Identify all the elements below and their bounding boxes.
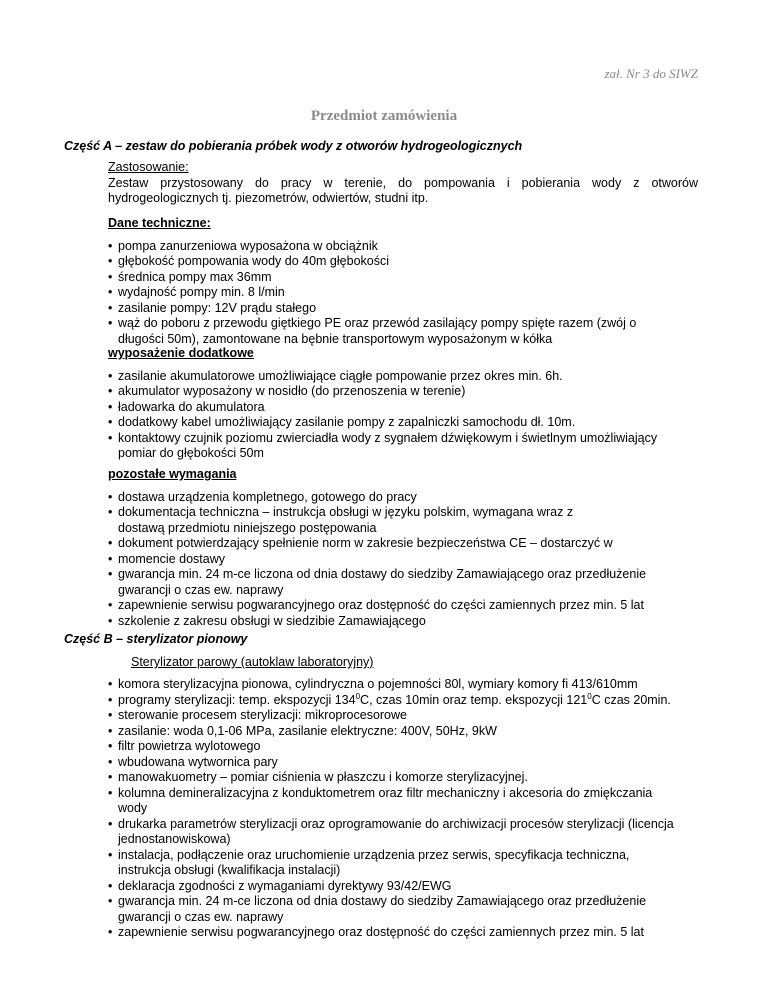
list-item: • wąż do poboru z przewodu giętkiego PE oraz przewód zasilający pompy spięte razem (zwój o długości 50m), zamontowane na bębnie transportowym wyposażonym w kółka xyxy=(108,316,637,346)
bullet-icon: • xyxy=(108,285,113,299)
bullet-icon: • xyxy=(108,300,113,315)
list-item: • zasilanie pompy: 12V prądu stałego xyxy=(108,300,317,315)
list-item: • komora sterylizacyjna pionowa, cylindryczna o pojemności 80l, wymiary komory fi 413/610mm xyxy=(108,677,638,691)
list-item: • deklaracja zgodności z wymaganiami dyrektywy 93/42/EWG xyxy=(108,878,452,893)
part-b-list-wrap xyxy=(108,677,698,941)
list-item: • wbudowana wytwornica pary xyxy=(108,754,278,769)
part-a-other xyxy=(108,467,698,629)
list-item: • zasilanie akumulatorowe umożliwiające ciągłe pompowanie przez okres min. 6h. xyxy=(108,368,563,383)
attachment-label: zał. Nr 3 do SIWZ xyxy=(604,66,698,81)
equipment-label: wyposażenie dodatkowe xyxy=(108,346,254,360)
bullet-icon: • xyxy=(108,677,113,691)
list-item: • momencie dostawy xyxy=(108,551,225,566)
list-item: • zasilanie: woda 0,1-06 MPa, zasilanie elektryczne: 400V, 50Hz, 9kW xyxy=(108,723,497,738)
other-label: pozostałe wymagania xyxy=(108,467,237,481)
list-item: • głębokość pompowania wody do 40m głębokości xyxy=(108,254,389,268)
part-b-heading: Część B – sterylizator pionowy xyxy=(64,632,248,646)
list-item: • ładowarka do akumulatora xyxy=(108,399,265,414)
bullet-icon: • xyxy=(108,399,113,414)
application-label: Zastosowanie: xyxy=(108,160,189,174)
list-item: • kolumna demineralizacyjna z konduktometrem oraz filtr mechaniczny i akcesoria do zmiękczania wody xyxy=(108,785,653,815)
list-item: • pompa zanurzeniowa wyposażona w obciążnik xyxy=(108,238,378,253)
list-item: • programy sterylizacji: temp. ekspozycji $134^0C$, czas 10min oraz temp. ekspozycji $121^0C$ czas 20min. xyxy=(108,691,671,707)
list-item: • manowakuometry – pomiar ciśnienia w płaszczu i komorze sterylizacyjnej. xyxy=(108,770,528,784)
list-item: • filtr powietrza wylotowego xyxy=(108,739,261,753)
bullet-icon: • xyxy=(108,415,113,429)
list-item: • dostawa urządzenia kompletnego, gotowego do pracy xyxy=(108,489,417,504)
bullet-icon: • xyxy=(108,269,113,284)
list-item: • sterowanie procesem sterylizacji: mikroprocesorowe xyxy=(108,708,407,722)
bullet-icon: • xyxy=(108,598,113,612)
list-item: • gwarancja min. 24 m-ce liczona od dnia dostawy do siedziby Zamawiającego oraz przedłużenie gwarancji o czas ew. naprawy xyxy=(108,567,647,597)
part-a-application xyxy=(108,160,698,207)
part-a-heading: Część A – zestaw do pobierania próbek wody z otworów hydrogeologicznych xyxy=(64,139,523,153)
bullet-icon: • xyxy=(108,723,113,738)
list-item: • akumulator wyposażony w nosidło (do przenoszenia w terenie) xyxy=(108,384,466,398)
bullet-icon: • xyxy=(108,894,113,908)
bullet-icon: • xyxy=(108,430,113,445)
bullet-icon: • xyxy=(108,567,113,581)
bullet-icon: • xyxy=(108,770,113,784)
list-item: • zapewnienie serwisu pogwarancyjnego oraz dostępność do części zamiennych przez min. 5 lat xyxy=(108,925,644,939)
list-item: • wydajność pompy min. 8 l/min xyxy=(108,285,285,299)
bullet-icon: • xyxy=(108,878,113,893)
part-b-list xyxy=(98,677,698,941)
bullet-icon: • xyxy=(108,692,113,707)
bullet-icon: • xyxy=(108,925,113,939)
bullet-icon: • xyxy=(108,816,113,831)
bullet-icon: • xyxy=(108,754,113,769)
bullet-icon: • xyxy=(108,785,113,800)
equipment-list xyxy=(98,369,698,462)
bullet-icon: • xyxy=(108,739,113,753)
list-item: • kontaktowy czujnik poziomu zwierciadła wody z sygnałem dźwiękowym i świetlnym umożliwiający pomiar do głębokości 50m xyxy=(108,430,658,460)
list-item: • drukarka parametrów sterylizacji oraz oprogramowanie do archiwizacji procesów sterylizacji (licencja jednostanowiskowa) xyxy=(108,816,674,846)
list-item: • szkolenie z zakresu obsługi w siedzibie Zamawiającego xyxy=(108,613,426,628)
part-b-subtitle: Sterylizator parowy (autoklaw laboratoryjny) xyxy=(131,655,374,669)
bullet-icon: • xyxy=(108,368,113,383)
list-item: • gwarancja min. 24 m-ce liczona od dnia dostawy do siedziby Zamawiającego oraz przedłużenie gwarancji o czas ew. naprawy xyxy=(108,894,647,924)
list-item: • dokumentacja techniczna – instrukcja obsługi w języku polskim, wymagana wraz z dostawą przedmiotu niniejszego postępowania xyxy=(108,505,574,535)
bullet-icon: • xyxy=(108,254,113,268)
bullet-icon: • xyxy=(108,384,113,398)
list-item: • instalacja, podłączenie oraz uruchomienie urządzenia przez serwis, specyfikacja techniczna, instrukcja obsługi (kwalifikacja instalacji) xyxy=(108,847,630,877)
bullet-icon: • xyxy=(108,847,113,862)
application-text: Zestaw przystosowany do pracy w terenie, do pompowania i pobierania wody z otworów hydrogeologicznych tj. piezometrów, odwiertów, studni itp. xyxy=(108,175,698,205)
page-title: Przedmiot zamówienia xyxy=(310,108,458,124)
list-item: • dodatkowy kabel umożliwiający zasilanie pompy z zapalniczki samochodu dł. 10m. xyxy=(108,415,576,429)
bullet-icon: • xyxy=(108,505,113,519)
bullet-icon: • xyxy=(108,708,113,722)
bullet-icon: • xyxy=(108,536,113,550)
other-list xyxy=(98,490,698,630)
bullet-icon: • xyxy=(108,238,113,253)
bullet-icon: • xyxy=(108,613,113,628)
bullet-icon: • xyxy=(108,489,113,504)
tech-list xyxy=(98,239,698,348)
bullet-icon: • xyxy=(108,551,113,566)
part-b-subtitle-wrap xyxy=(131,655,631,671)
tech-label: Dane techniczne: xyxy=(108,216,211,230)
bullet-icon: • xyxy=(108,316,113,330)
part-a-tech xyxy=(108,216,698,347)
list-item: • dokument potwierdzający spełnienie norm w zakresie bezpieczeństwa CE – dostarczyć w xyxy=(108,536,613,550)
list-item: • średnica pompy max 36mm xyxy=(108,269,272,284)
part-a-equipment xyxy=(108,346,698,462)
list-item: • zapewnienie serwisu pogwarancyjnego oraz dostępność do części zamiennych przez min. 5 lat xyxy=(108,598,644,612)
